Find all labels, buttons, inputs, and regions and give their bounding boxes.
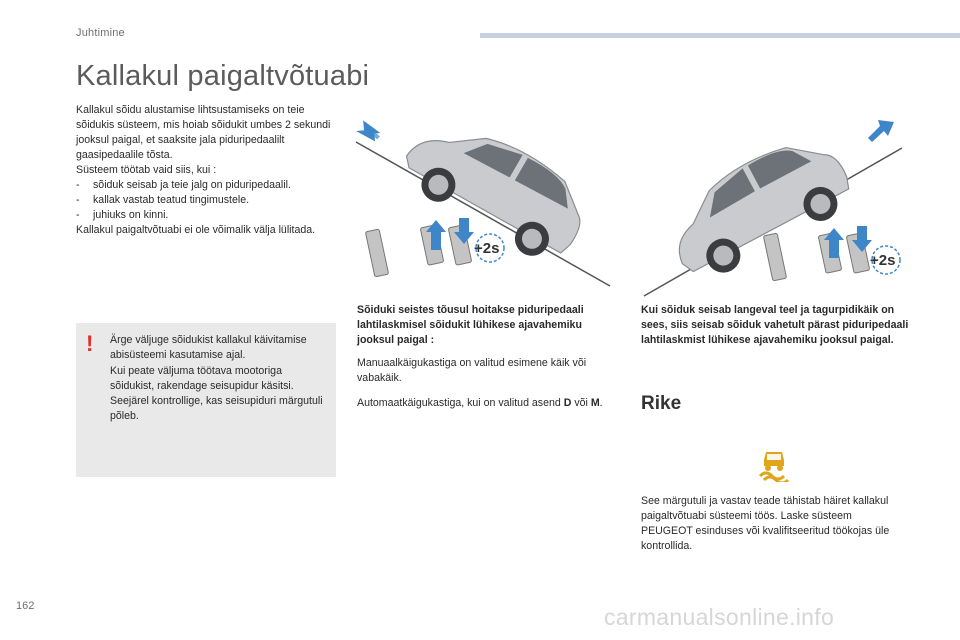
page-title: Kallakul paigaltvõtuabi bbox=[76, 60, 370, 92]
condition-item: - juhiuks on kinni. bbox=[76, 209, 169, 221]
section-label: Juhtimine bbox=[76, 27, 125, 39]
two-seconds-badge bbox=[474, 234, 504, 262]
uphill-illustration bbox=[352, 108, 614, 298]
condition-item: - kallak vastab teatud tingimustele. bbox=[76, 194, 250, 206]
watermark: carmanualsonline.info bbox=[604, 604, 835, 630]
intro-text bbox=[76, 103, 344, 238]
uphill-text bbox=[357, 356, 619, 421]
warning-icon: ! bbox=[86, 331, 94, 356]
header-bar bbox=[480, 33, 960, 38]
two-seconds-badge bbox=[870, 246, 900, 274]
direction-arrow-icon bbox=[355, 119, 381, 143]
downhill-heading: Kui sõiduk seisab langeval teel ja tagurpidikäik on sees, siis seisab sõiduk vahetult pärast piduripedaali lahtilaskmist lühikese ajavahemiku jooksul paigal. bbox=[641, 304, 909, 346]
fault-text: See märgutuli ja vastav teade tähistab häiret kallakul paigaltvõtuabi süsteemi töös. Laske süsteem PEUGEOT esinduses või kvalifitseeritud töökojas üle kontrollida. bbox=[641, 495, 890, 552]
svg-text:+2s: +2s bbox=[474, 240, 500, 257]
warning-paragraph: Kui peate väljuma töötava mootoriga sõidukist, rakendage seisupidur käsitsi. Seejärel kontrollige, kas seisupiduri märgutuli põleb. bbox=[110, 364, 323, 423]
hill-assist-warning-icon bbox=[756, 446, 792, 482]
svg-text:+2s: +2s bbox=[870, 252, 896, 269]
intro-note: Kallakul paigaltvõtuabi ei ole võimalik välja lülitada. bbox=[76, 224, 316, 236]
direction-arrow-icon bbox=[868, 120, 894, 142]
pedals-icon bbox=[365, 218, 474, 277]
automatic-gearbox-text: Automaatkäigukastiga, kui on valitud asend D või M. bbox=[357, 397, 603, 409]
manual-gearbox-text: Manuaalkäigukastiga on valitud esimene käik või vabakäik. bbox=[357, 357, 587, 384]
intro-paragraph: Kallakul sõidu alustamise lihtsustamiseks on teie sõidukis süsteem, mis hoiab sõidukit umbes 2 sekundi jooksul paigal, et saaksite jala piduripedaalilt gaasipedaalile tõsta. bbox=[76, 104, 331, 161]
warning-text bbox=[110, 333, 324, 425]
condition-item: - sõiduk seisab ja teie jalg on piduripedaalil. bbox=[76, 179, 291, 191]
fault-heading: Rike bbox=[641, 393, 682, 414]
intro-conditions-lead: Süsteem töötab vaid siis, kui : bbox=[76, 164, 217, 176]
downhill-illustration bbox=[636, 108, 908, 298]
warning-paragraph: Ärge väljuge sõidukist kallakul käivitamise abisüsteemi kasutamise ajal. bbox=[110, 334, 307, 362]
pedals-icon bbox=[763, 226, 872, 281]
uphill-heading: Sõiduki seistes tõusul hoitakse piduripedaali lahtilaskmisel sõidukit lühikese ajavahemiku jooksul paigal : bbox=[357, 304, 584, 346]
page-number: 162 bbox=[16, 600, 35, 612]
